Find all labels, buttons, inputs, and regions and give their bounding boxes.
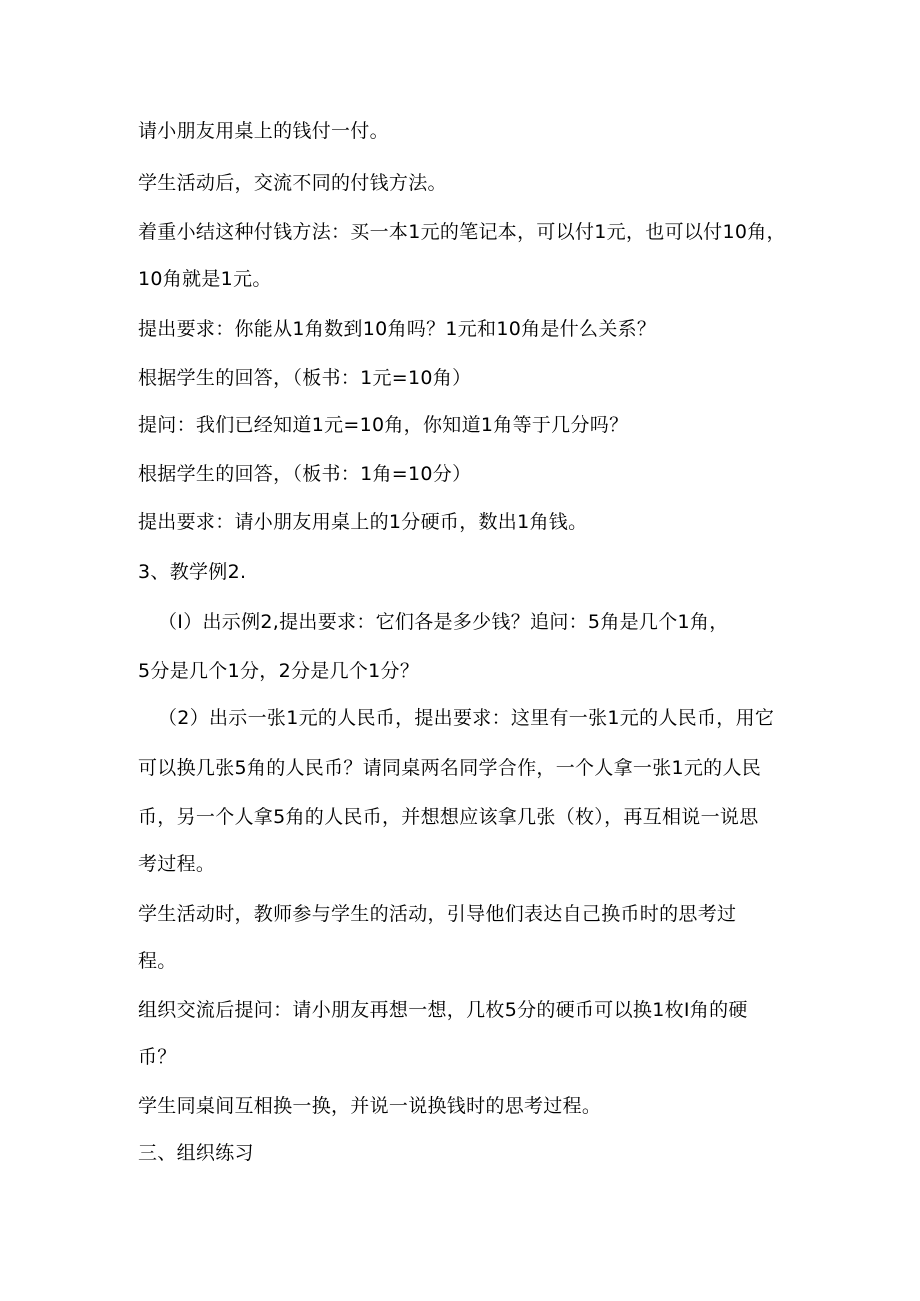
paragraph-line: （I）出示例2,提出要求：它们各是多少钱？追问：5角是几个1角，: [158, 611, 729, 633]
paragraph-line: 程。: [138, 950, 177, 972]
paragraph-line: 根据学生的回答，（板书：1角=10分）: [138, 463, 472, 485]
paragraph-line: 学生同桌间互相换一换，并说一说换钱时的思考过程。: [138, 1095, 602, 1117]
paragraph-line: 组织交流后提问：请小朋友再想一想，几枚5分的硬币可以换1枚I角的硬: [138, 999, 748, 1021]
paragraph-line: 考过程。: [138, 853, 216, 875]
paragraph-line: 币？: [138, 1046, 177, 1068]
paragraph-line: 可以换几张5角的人民币？请同桌两名同学合作，一个人拿一张1元的人民: [138, 757, 762, 779]
paragraph-line: 请小朋友用桌上的钱付一付。: [138, 120, 389, 142]
paragraph-line: 学生活动后，交流不同的付钱方法。: [138, 172, 447, 194]
paragraph-line: 5分是几个1分，2分是几个1分？: [138, 660, 420, 682]
paragraph-line: 着重小结这种付钱方法：买一本1元的笔记本，可以付1元，也可以付10角，: [138, 221, 786, 243]
section-heading: 3、教学例2.: [138, 561, 247, 583]
paragraph-line: 提出要求：请小朋友用桌上的1分硬币，数出1角钱。: [138, 511, 588, 533]
paragraph-line: 根据学生的回答，（板书：1元=10角）: [138, 367, 472, 389]
section-heading: 三、组织练习: [138, 1142, 254, 1164]
paragraph-line: 提问：我们已经知道1元=10角，你知道1角等于几分吗？: [138, 414, 629, 436]
paragraph-line: 10角就是1元。: [138, 268, 272, 290]
paragraph-line: 学生活动时，教师参与学生的活动，引导他们表达自己换币时的思考过: [138, 903, 737, 925]
paragraph-line: （2）出示一张1元的人民币，提出要求：这里有一张1元的人民币，用它: [158, 707, 775, 729]
paragraph-line: 提出要求：你能从1角数到10角吗？1元和10角是什么关系？: [138, 318, 657, 340]
paragraph-line: 币，另一个人拿5角的人民币，并想想应该拿几张（枚），再互相说一说思: [138, 806, 759, 828]
